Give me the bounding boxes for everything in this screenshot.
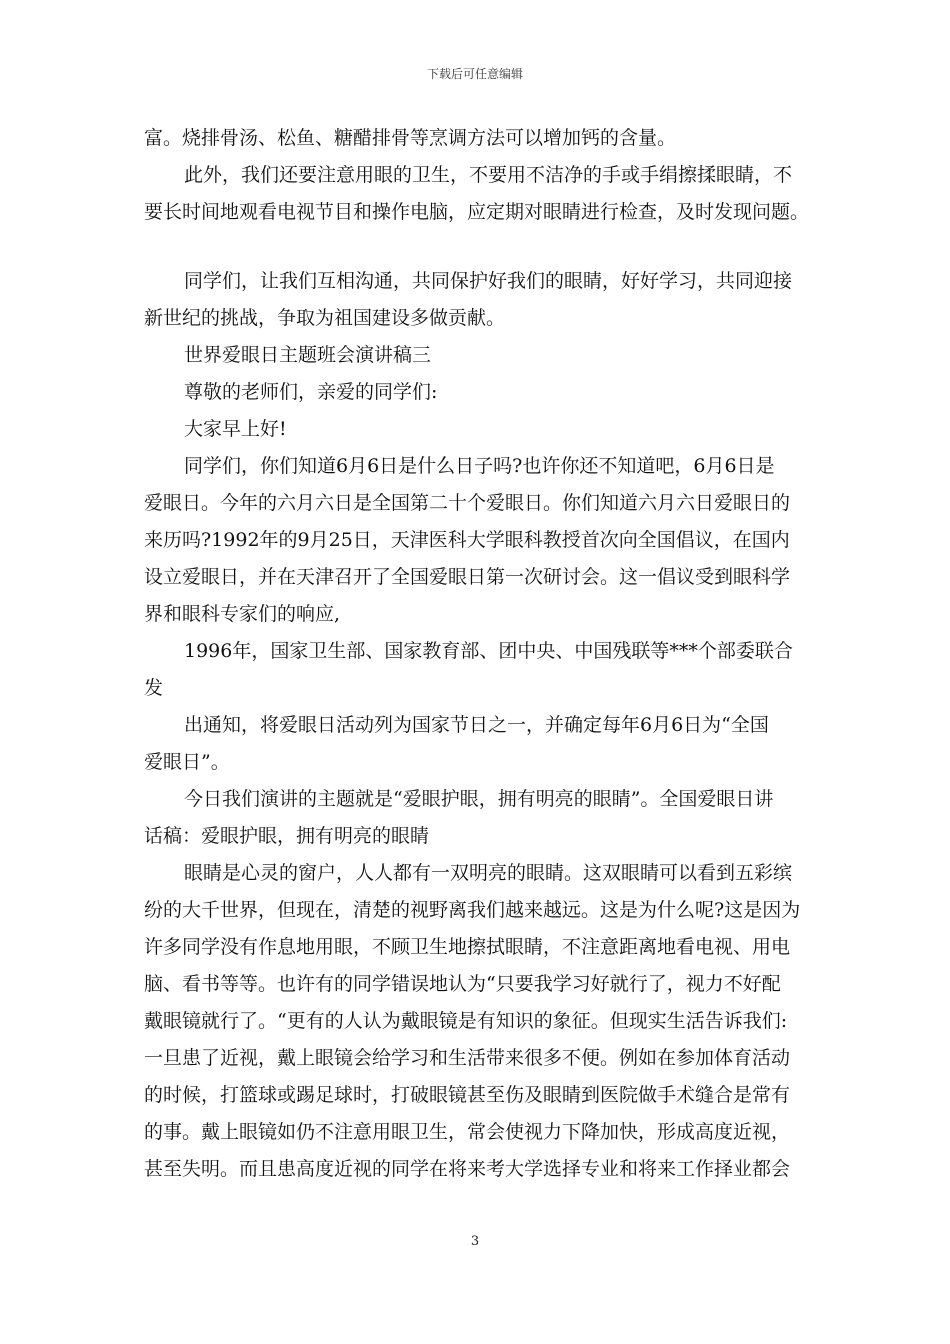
page-header: 下载后可任意编辑 — [426, 67, 523, 81]
text-line: 一旦患了近视，戴上眼镜会给学习和生活带来很多不便。例如在参加体育活动 — [144, 1047, 791, 1069]
text-line: 纷的大千世界，但现在，清楚的视野离我们越来越远。这是为什么呢?这是因为 — [144, 899, 801, 921]
text-line: 甚至失明。而且患高度近视的同学在将来考大学选择专业和将来工作择业都会 — [144, 1158, 791, 1180]
text-line: 爱眼日。今年的六月六日是全国第二十个爱眼日。你们知道六月六日爱眼日的 — [144, 492, 791, 514]
page-number: 3 — [470, 1234, 480, 1249]
text-line: 同学们，让我们互相沟通，共同保护好我们的眼睛，好好学习，共同迎接 — [184, 270, 793, 292]
document-body — [144, 120, 824, 1188]
text-line: 1996年，国家卫生部、国家教育部、团中央、中国残联等***个部委联合 — [184, 640, 793, 662]
section-title: 世界爱眼日主题班会演讲稿三 — [184, 344, 432, 366]
text-line: 设立爱眼日，并在天津召开了全国爱眼日第一次研讨会。这一倡议受到眼科学 — [144, 566, 791, 588]
text-line: 话稿：爱眼护眼，拥有明亮的眼睛 — [144, 825, 430, 847]
text-line: 脑、看书等等。也许有的同学错误地认为“只要我学习好就行了，视力不好配 — [144, 973, 781, 995]
text-line: 要长时间地观看电视节目和操作电脑，应定期对眼睛进行检查，及时发现问题。 — [144, 201, 810, 223]
greeting: 大家早上好! — [184, 418, 287, 440]
text-line: 同学们，你们知道6月6日是什么日子吗?也许你还不知道吧，6月6日是 — [184, 455, 775, 477]
text-line: 戴眼镜就行了。“更有的人认为戴眼镜是有知识的象征。但现实生活告诉我们: — [144, 1010, 788, 1032]
text-line: 此外，我们还要注意用眼的卫生，不要用不洁净的手或手绢擦揉眼睛，不 — [184, 164, 793, 186]
text-line: 出通知，将爱眼日活动列为国家节日之一，并确定每年6月6日为“全国 — [184, 714, 769, 736]
text-line: 来历吗?1992年的9月25日，天津医科大学眼科教授首次向全国倡议，在国内 — [144, 529, 790, 551]
text-line: 发 — [144, 677, 164, 699]
paragraph-gap — [144, 231, 824, 263]
text-line: 新世纪的挑战，争取为祖国建设多做贡献。 — [144, 307, 506, 329]
text-line: 富。烧排骨汤、松鱼、糖醋排骨等烹调方法可以增加钙的含量。 — [144, 127, 677, 149]
text-line: 的时候，打篮球或踢足球时，打破眼镜甚至伤及眼睛到医院做手术缝合是常有 — [144, 1084, 791, 1106]
text-line: 许多同学没有作息地用眼，不顾卫生地擦拭眼睛，不注意距离地看电视、用电 — [144, 936, 791, 958]
text-line: 爱眼日”。 — [144, 751, 230, 773]
text-line: 的事。戴上眼镜如仍不注意用眼卫生，常会使视力下降加快，形成高度近视， — [144, 1121, 791, 1143]
text-line: 眼睛是心灵的窗户，人人都有一双明亮的眼睛。这双眼睛可以看到五彩缤 — [184, 862, 793, 884]
salutation: 尊敬的老师们，亲爱的同学们: — [184, 381, 438, 403]
text-line: 界和眼科专家们的响应, — [144, 603, 341, 625]
text-line: 今日我们演讲的主题就是“爱眼护眼，拥有明亮的眼睛”。全国爱眼日讲 — [184, 788, 774, 810]
